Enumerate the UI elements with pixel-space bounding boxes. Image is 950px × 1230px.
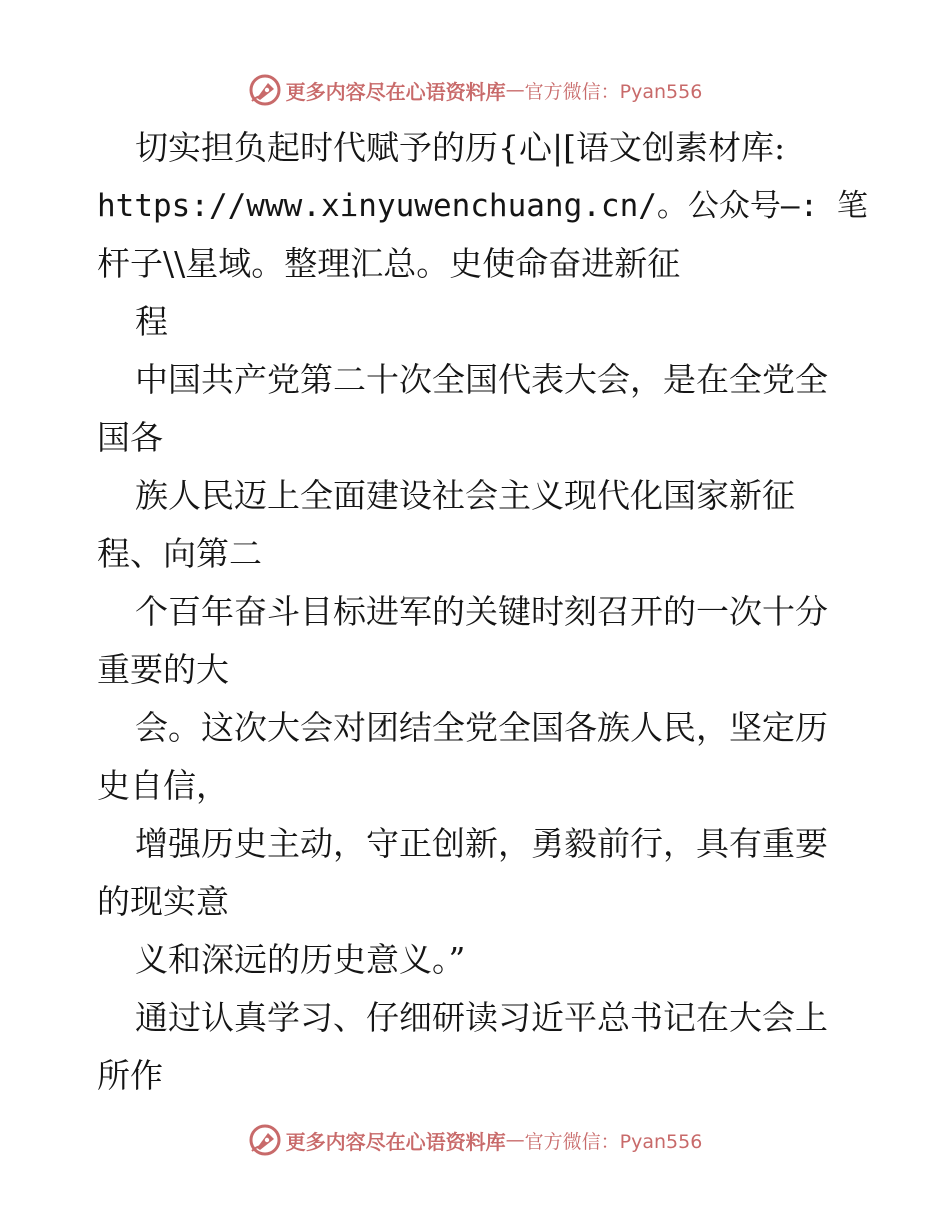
body-line: 所作	[97, 1056, 163, 1095]
body-line: 义和深远的历史意义。”	[135, 940, 466, 979]
pen-nib-logo-icon	[248, 1123, 282, 1157]
footer-site-text: 更多内容尽在心语资料库	[285, 1129, 506, 1154]
body-line: 会。这次大会对团结全党全国各族人民，坚定历	[135, 708, 828, 747]
body-line: 杆子\\星域。整理汇总。史使命奋进新征	[97, 244, 681, 283]
body-line: 史自信，	[97, 766, 229, 805]
footer-banner	[0, 1120, 950, 1160]
footer-dash: —	[505, 1129, 525, 1151]
body-line: 族人民迈上全面建设社会主义现代化国家新征	[135, 476, 795, 515]
body-line: 中国共产党第二十次全国代表大会，是在全党全	[135, 360, 828, 399]
header-wechat-text: 官方微信：Pyan556	[524, 80, 703, 103]
header-dash: —	[505, 79, 525, 101]
body-line: 增强历史主动，守正创新，勇毅前行，具有重要	[135, 824, 828, 863]
body-line: 切实担负起时代赋予的历{心|[语文创素材库:	[135, 128, 786, 167]
pen-nib-logo-icon	[248, 73, 282, 107]
body-line: 的现实意	[97, 882, 229, 921]
body-line: 国各	[97, 418, 163, 457]
body-line: 程	[135, 302, 168, 341]
header-banner	[0, 70, 950, 110]
body-line: 个百年奋斗目标进军的关键时刻召开的一次十分	[135, 592, 828, 631]
body-line-url: https://www.xinyuwenchuang.cn/。公众号—: 笔	[97, 188, 868, 224]
footer-wechat-text: 官方微信：Pyan556	[524, 1130, 703, 1153]
body-line: 重要的大	[97, 650, 229, 689]
body-line: 程、向第二	[97, 534, 262, 573]
header-site-text: 更多内容尽在心语资料库	[285, 79, 506, 104]
body-line: 通过认真学习、仔细研读习近平总书记在大会上	[135, 998, 828, 1037]
